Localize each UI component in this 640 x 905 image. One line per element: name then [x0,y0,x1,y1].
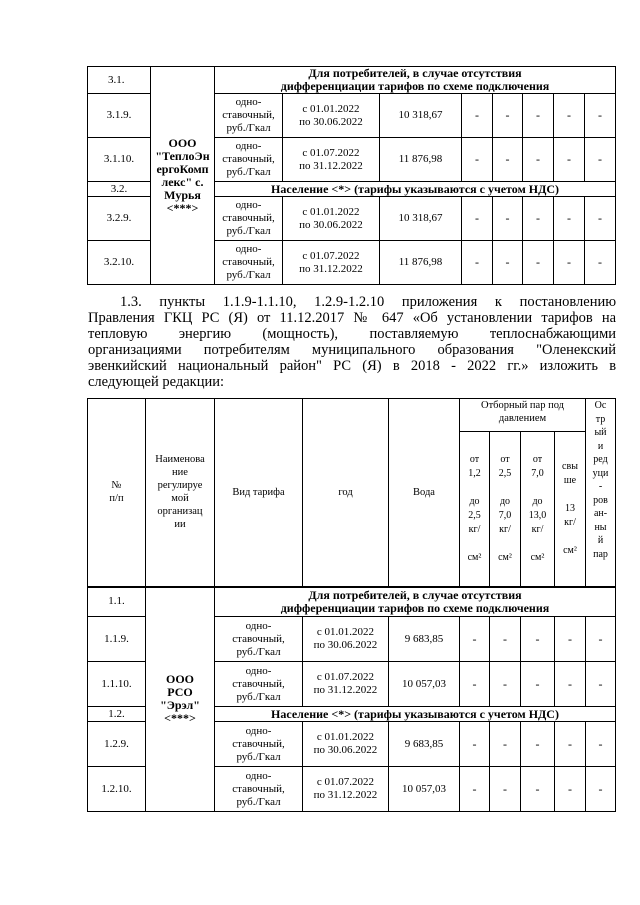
period: с 01.07.2022 по 31.12.2022 [283,138,380,182]
value-cell: - [490,662,521,707]
water-value: 11 876,98 [380,138,462,182]
row-number: 3.2. [88,182,151,197]
paragraph-line: организациями потребителям муниципального образования "Оленекский [88,342,617,358]
value-cell: - [490,722,521,767]
value-cell: - [555,767,586,812]
period: с 01.01.2022 по 30.06.2022 [283,94,380,138]
amendment-paragraph [88,294,616,390]
row-number: 1.2.10. [88,767,146,812]
value-cell: - [586,662,616,707]
section-title: Для потребителей, в случае отсутствия дифференциации тарифов по схеме подключения [215,67,616,94]
water-value: 10 057,03 [389,767,460,812]
value-cell: - [585,197,616,241]
row-number: 3.2.9. [88,197,151,241]
period: с 01.07.2022 по 31.12.2022 [303,767,389,812]
value-cell: - [586,767,616,812]
col-header-organization: Наименова ние регулируе мой организац ии [146,399,215,587]
row-number: 1.2. [88,707,146,722]
tariff-type: одно- ставочный, руб./Гкал [215,138,283,182]
section-title: Население <*> (тарифы указываются с учетом НДС) [215,182,616,197]
row-number: 1.2.9. [88,722,146,767]
value-cell: - [493,197,523,241]
col-header-tariff-type: Вид тарифа [215,399,303,587]
col-header-pressure-2: от 2,5 до 7,0 кг/ см² [490,432,521,587]
value-cell: - [523,138,554,182]
value-cell: - [521,617,555,662]
section-row [88,67,616,94]
value-cell: - [462,138,493,182]
col-header-pressure-1: от 1,2 до 2,5 кг/ см² [460,432,490,587]
value-cell: - [521,722,555,767]
period: с 01.07.2022 по 31.12.2022 [303,662,389,707]
tariff-type: одно- ставочный, руб./Гкал [215,94,283,138]
value-cell: - [521,662,555,707]
period: с 01.01.2022 по 30.06.2022 [303,617,389,662]
paragraph-line: эвенкийский национальный район" РС (Я) в 2018 - 2022 гг.» изложить в [88,358,617,374]
value-cell: - [493,138,523,182]
tariff-type: одно- ставочный, руб./Гкал [215,197,283,241]
tariff-type: одно- ставочный, руб./Гкал [215,241,283,285]
period: с 01.01.2022 по 30.06.2022 [283,197,380,241]
section-title: Население <*> (тарифы указываются с учетом НДС) [215,707,616,722]
value-cell: - [460,662,490,707]
paragraph-line: Правления ГКЦ РС (Я) от 11.12.2017 № 647 «Об установлении тарифов на [88,310,617,326]
value-cell: - [585,241,616,285]
col-header-pressure-3: от 7,0 до 13,0 кг/ см² [521,432,555,587]
col-header-water: Вода [389,399,460,587]
value-cell: - [554,197,585,241]
water-value: 10 318,67 [380,197,462,241]
value-cell: - [490,767,521,812]
value-cell: - [586,617,616,662]
row-number: 3.2.10. [88,241,151,285]
value-cell: - [462,94,493,138]
value-cell: - [462,197,493,241]
value-cell: - [585,94,616,138]
row-number: 1.1.9. [88,617,146,662]
value-cell: - [523,197,554,241]
value-cell: - [554,241,585,285]
col-header-sharp-steam: Ос тр ый и ред уци - ров ан- ны й пар [586,399,616,587]
paragraph-line: тепловую энергию (мощность), поставляемую теплоснабжающими [88,326,617,342]
table-header-row [88,399,616,432]
value-cell: - [521,767,555,812]
row-number: 1.1. [88,587,146,617]
water-value: 9 683,85 [389,722,460,767]
organization-name: ООО "ТеплоЭн ергоКомп лекс" с. Мурья <***> [151,67,215,285]
tariff-table-1 [87,66,616,285]
tariff-type: одно- ставочный, руб./Гкал [215,617,303,662]
section-row [88,587,616,617]
period: с 01.07.2022 по 31.12.2022 [283,241,380,285]
tariff-type: одно- ставочный, руб./Гкал [215,767,303,812]
paragraph-line: следующей редакции: [88,374,225,390]
row-number: 3.1.10. [88,138,151,182]
col-header-steam: Отборный пар под давлением [460,399,586,432]
value-cell: - [555,617,586,662]
value-cell: - [523,241,554,285]
value-cell: - [586,722,616,767]
period: с 01.01.2022 по 30.06.2022 [303,722,389,767]
water-value: 11 876,98 [380,241,462,285]
value-cell: - [554,94,585,138]
water-value: 9 683,85 [389,617,460,662]
water-value: 10 318,67 [380,94,462,138]
row-number: 3.1.9. [88,94,151,138]
value-cell: - [523,94,554,138]
value-cell: - [555,662,586,707]
paragraph-line: 1.3. пункты 1.1.9-1.1.10, 1.2.9-1.2.10 приложения к постановлению [120,294,617,310]
value-cell: - [555,722,586,767]
row-number: 3.1. [88,67,151,94]
value-cell: - [460,617,490,662]
tariff-type: одно- ставочный, руб./Гкал [215,722,303,767]
section-title: Для потребителей, в случае отсутствия дифференциации тарифов по схеме подключения [215,587,616,617]
value-cell: - [493,241,523,285]
value-cell: - [462,241,493,285]
value-cell: - [460,767,490,812]
col-header-year: год [303,399,389,587]
organization-name: ООО РСО "Эрэл" <***> [146,587,215,812]
row-number: 1.1.10. [88,662,146,707]
water-value: 10 057,03 [389,662,460,707]
tariff-type: одно- ставочный, руб./Гкал [215,662,303,707]
value-cell: - [493,94,523,138]
value-cell: - [460,722,490,767]
col-header-number: № п/п [88,399,146,587]
col-header-pressure-4: свы ше 13 кг/ см² [555,432,586,587]
value-cell: - [554,138,585,182]
tariff-table-2 [87,398,616,812]
value-cell: - [585,138,616,182]
value-cell: - [490,617,521,662]
